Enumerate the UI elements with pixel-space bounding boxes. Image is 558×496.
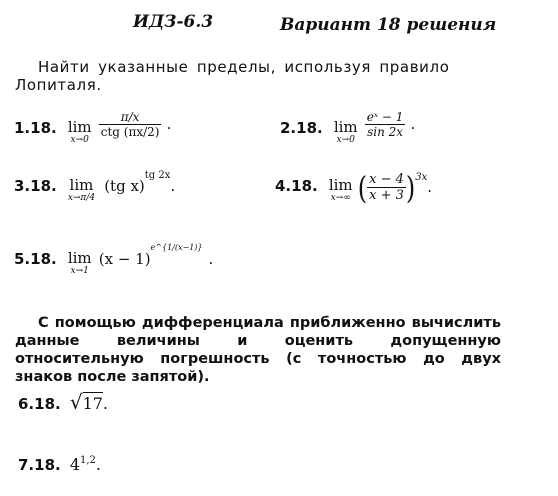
- problem-6-radicand: 17: [82, 394, 103, 413]
- left-paren: (: [357, 169, 368, 206]
- fraction-numerator: π/x: [120, 110, 140, 124]
- problem-2-period: .: [410, 115, 416, 133]
- problem-1-period: .: [166, 115, 172, 133]
- problem-1-number: 1.18.: [14, 119, 57, 137]
- problem-4-exponent: 3x: [415, 172, 428, 183]
- section2-instruction: С помощью дифференциала приближенно вычислить данные величины и оценить допущенную относительную погрешность (с точностью до двух знаков после запятой).: [15, 315, 501, 385]
- problem-1-fraction: [99, 110, 162, 139]
- fraction-numerator: eˣ − 1: [366, 110, 404, 124]
- problem-4-limit: [329, 177, 353, 203]
- problem-2: [280, 110, 416, 145]
- problem-5: [14, 243, 214, 276]
- lim-word: lim: [69, 176, 94, 194]
- problem-3-exponent: tg 2x: [144, 170, 171, 181]
- variant-title: Вариант 18 решения: [280, 15, 497, 35]
- lim-subscript: x→0: [336, 135, 355, 145]
- problem-3-period: .: [170, 177, 176, 195]
- problem-3: [14, 170, 176, 203]
- problem-2-fraction: [365, 110, 406, 139]
- problem-4-fraction: [367, 172, 406, 203]
- sqrt-sign-icon: √: [69, 390, 83, 414]
- problem-7: [18, 455, 101, 474]
- problem-3-limit: [68, 177, 95, 203]
- problem-7-base: 4: [69, 455, 80, 474]
- fraction-denominator: ctg (πx/2): [100, 125, 160, 139]
- problem-5-number: 5.18.: [14, 250, 57, 268]
- problem-5-limit: [68, 250, 92, 276]
- lim-word: lim: [328, 176, 353, 194]
- right-paren: ): [405, 169, 416, 206]
- section1-instruction: Найти указанные пределы, используя правило Лопиталя.: [15, 58, 450, 94]
- lim-word: lim: [333, 118, 358, 136]
- lim-subscript: x→0: [70, 135, 89, 145]
- problem-4: [275, 169, 433, 206]
- problem-6-period: .: [102, 394, 109, 413]
- problem-6-number: 6.18.: [18, 395, 61, 413]
- problem-1-limit: [68, 119, 92, 145]
- assignment-code: ИДЗ-6.3: [133, 12, 214, 32]
- lim-word: lim: [67, 118, 92, 136]
- lim-subscript: x→∞: [330, 193, 351, 203]
- fraction-denominator: sin 2x: [365, 124, 406, 139]
- lim-subscript: x→π/4: [67, 193, 96, 203]
- problem-3-base: (tg x): [104, 177, 145, 195]
- fraction-denominator: x + 3: [369, 188, 404, 203]
- lim-subscript: x→1: [70, 266, 89, 276]
- problem-4-period: .: [427, 178, 433, 196]
- problem-5-exponent: e^{1/(x−1)}: [150, 243, 203, 252]
- problem-7-exponent: 1,2: [80, 455, 96, 466]
- problem-2-limit: [334, 119, 358, 145]
- problem-5-base: (x − 1): [98, 250, 151, 268]
- problem-7-number: 7.18.: [18, 456, 61, 474]
- problem-4-number: 4.18.: [275, 177, 318, 195]
- problem-3-number: 3.18.: [14, 177, 57, 195]
- problem-1: [14, 110, 172, 145]
- problem-6: [18, 390, 108, 414]
- problem-2-number: 2.18.: [280, 119, 323, 137]
- problem-7-period: .: [95, 455, 101, 474]
- problem-5-period: .: [208, 250, 214, 268]
- lim-word: lim: [67, 249, 92, 267]
- fraction-numerator: x − 4: [369, 172, 404, 187]
